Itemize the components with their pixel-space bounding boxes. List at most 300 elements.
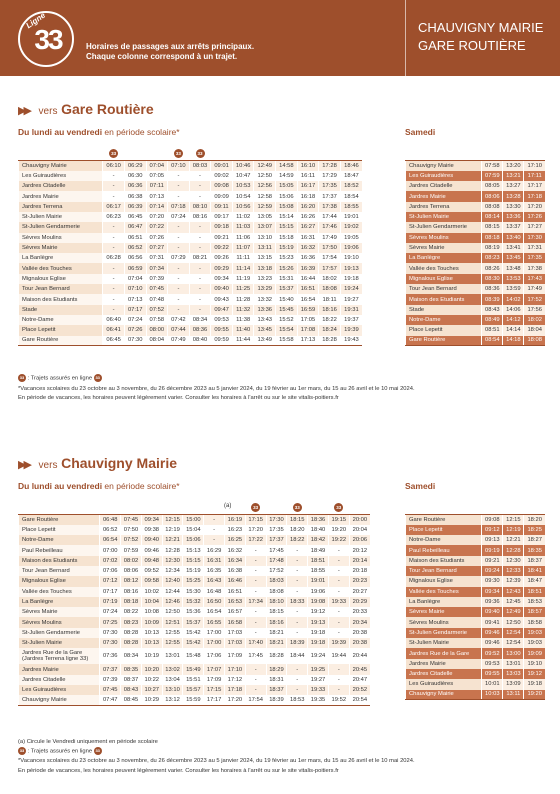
stop-name <box>406 628 482 638</box>
stop-name <box>19 233 103 243</box>
departure-time: 17:13 <box>297 336 319 346</box>
departure-time: 09:52 <box>482 648 503 658</box>
stop-name <box>406 181 482 191</box>
stop-name-text: Les Guiraudières <box>22 172 67 179</box>
departure-time: 14:12 <box>503 315 524 325</box>
stop-name <box>19 617 100 627</box>
stop-name-text: Notre-Dame <box>409 537 441 544</box>
section1-weekday-table <box>18 160 362 346</box>
section2-saturday-heading: Samedi <box>405 481 436 491</box>
departure-time: 09:29 <box>211 263 233 273</box>
departure-time: 08:15 <box>482 222 503 232</box>
stop-name-text: Notre-Dame <box>409 317 441 324</box>
departure-time: 16:51 <box>225 587 246 597</box>
departure-time: 16:31 <box>297 233 319 243</box>
departure-time: - <box>168 263 190 273</box>
departure-time: 12:43 <box>503 587 524 597</box>
departure-time: - <box>287 685 308 695</box>
departure-time: 17:50 <box>319 243 341 253</box>
departure-time: 17:49 <box>319 233 341 243</box>
stop-name <box>406 566 482 576</box>
departure-time: 06:28 <box>103 253 125 263</box>
table-row <box>406 243 546 253</box>
departure-time: 18:10 <box>266 597 287 607</box>
departure-time: 07:59 <box>482 171 503 181</box>
departure-time: 13:11 <box>254 243 276 253</box>
departure-time: 20:38 <box>349 638 370 648</box>
departure-time: - <box>189 274 211 284</box>
departure-time: 18:53 <box>524 597 545 607</box>
stop-name-text: La Banlègre <box>22 255 54 262</box>
stop-name <box>406 325 482 335</box>
departure-time: 17:11 <box>524 171 545 181</box>
header-divider <box>405 0 406 76</box>
departure-time: 07:39 <box>100 675 121 685</box>
departure-time: 09:09 <box>211 191 233 201</box>
departure-time: 18:33 <box>287 597 308 607</box>
stop-name <box>406 191 482 201</box>
departure-time: 07:17 <box>124 305 146 315</box>
table-row <box>406 638 546 648</box>
departure-time: 07:13 <box>124 294 146 304</box>
departure-time: 17:37 <box>319 191 341 201</box>
departure-time: 16:53 <box>225 597 246 607</box>
departure-time: 07:44 <box>168 325 190 335</box>
departure-time: 09:40 <box>141 535 162 545</box>
stop-name <box>406 171 482 181</box>
stop-name <box>406 336 482 346</box>
table-row <box>19 664 371 674</box>
stop-name-text: Les Guiraudières <box>409 681 454 688</box>
departure-time: 10:01 <box>482 679 503 689</box>
departure-time: 15:23 <box>276 253 298 263</box>
departure-time: 09:22 <box>211 243 233 253</box>
departure-time: 17:22 <box>245 535 266 545</box>
stop-name-text: St-Julien Gendarmerie <box>409 224 467 231</box>
departure-time: 09:21 <box>211 233 233 243</box>
departure-time: 10:02 <box>141 587 162 597</box>
stop-name-text: Gare Routière <box>22 516 59 523</box>
departure-time: 12:15 <box>503 515 524 525</box>
departure-time: 19:24 <box>308 648 329 664</box>
departure-time: - <box>189 263 211 273</box>
departure-time: 17:00 <box>204 638 225 648</box>
departure-time: 08:22 <box>121 607 142 617</box>
table-row <box>19 253 363 263</box>
departure-time: 07:06 <box>100 566 121 576</box>
departure-time: 20:45 <box>349 664 370 674</box>
departure-time: 07:26 <box>124 325 146 335</box>
departure-time: 07:27 <box>146 243 168 253</box>
stop-name <box>406 638 482 648</box>
departure-time: 06:30 <box>124 171 146 181</box>
departure-time: 19:03 <box>524 638 545 648</box>
departure-time: 09:48 <box>141 556 162 566</box>
departure-time: 11:25 <box>232 284 254 294</box>
departure-time: 14:58 <box>276 161 298 171</box>
departure-time: 19:39 <box>328 638 349 648</box>
table-row <box>406 576 546 586</box>
departure-time: 17:10 <box>225 664 246 674</box>
departure-time: 15:37 <box>183 617 204 627</box>
stop-name-text: Sèvres Mairie <box>409 245 445 252</box>
departure-time: 11:11 <box>232 253 254 263</box>
table-row <box>19 233 363 243</box>
departure-time: 13:15 <box>254 253 276 263</box>
departure-time: 17:43 <box>524 274 545 284</box>
departure-time: 15:48 <box>183 648 204 664</box>
departure-time: 08:39 <box>482 294 503 304</box>
departure-time: 18:22 <box>319 315 341 325</box>
departure-time: 18:02 <box>524 315 545 325</box>
departure-time: 17:35 <box>524 253 545 263</box>
departure-time: 09:02 <box>211 171 233 181</box>
departure-time: 08:36 <box>482 284 503 294</box>
departure-time: 15:49 <box>183 664 204 674</box>
departure-time: 09:08 <box>482 515 503 525</box>
stop-name-text: Paul Rebeilleau <box>22 547 63 554</box>
departure-time: 07:17 <box>100 587 121 597</box>
departure-time: 20:29 <box>349 597 370 607</box>
departure-time: - <box>328 675 349 685</box>
departure-time: 12:21 <box>503 535 524 545</box>
departure-time: 16:48 <box>204 587 225 597</box>
departure-time: 17:20 <box>524 202 545 212</box>
departure-time: 15:57 <box>183 685 204 695</box>
line-badge <box>18 11 74 67</box>
departure-time: 17:38 <box>319 202 341 212</box>
stop-name <box>406 212 482 222</box>
departure-time: - <box>245 628 266 638</box>
departure-time: 18:47 <box>524 576 545 586</box>
departure-time: - <box>245 587 266 597</box>
stop-name <box>406 274 482 284</box>
departure-time: 10:56 <box>232 202 254 212</box>
departure-time: 16:19 <box>225 515 246 525</box>
departure-time: 13:11 <box>503 690 524 700</box>
departure-time: 16:18 <box>297 191 319 201</box>
departure-time: 18:28 <box>266 648 287 664</box>
departure-time: 18:15 <box>287 515 308 525</box>
stop-name-text: Jardres Mairie <box>22 666 59 673</box>
stop-name-text: Mignaloux Eglise <box>22 578 66 585</box>
table-row <box>406 325 546 335</box>
departure-time: - <box>189 284 211 294</box>
stop-name <box>406 284 482 294</box>
section1-weekday-heading <box>18 127 180 137</box>
departure-time: - <box>103 233 125 243</box>
departure-time: 12:30 <box>162 556 183 566</box>
table-row <box>19 243 363 253</box>
stop-name <box>19 263 103 273</box>
departure-time: 16:46 <box>225 576 246 586</box>
departure-time: 09:11 <box>211 202 233 212</box>
departure-time: 15:15 <box>183 556 204 566</box>
table-row <box>406 212 546 222</box>
departure-time: - <box>328 576 349 586</box>
departure-time: - <box>204 525 225 535</box>
departure-time: - <box>287 664 308 674</box>
departure-time: - <box>103 181 125 191</box>
departure-time: 07:45 <box>100 685 121 695</box>
departure-time: 07:04 <box>146 161 168 171</box>
departure-time: 12:28 <box>162 545 183 555</box>
stop-name <box>19 685 100 695</box>
departure-time: 15:36 <box>183 607 204 617</box>
stop-name-text: Chauvigny Mairie <box>409 691 454 698</box>
stop-name-text: Jardres Mairie <box>409 193 446 200</box>
departure-time: 17:49 <box>524 284 545 294</box>
departure-time: 15:31 <box>276 274 298 284</box>
departure-time: 15:04 <box>183 525 204 535</box>
departure-time: 12:19 <box>162 525 183 535</box>
departure-time: 15:58 <box>276 336 298 346</box>
stop-name-text: Chauvigny Mairie <box>22 162 67 169</box>
departure-time: 12:45 <box>503 597 524 607</box>
departure-time: 18:27 <box>524 535 545 545</box>
stop-name <box>406 535 482 545</box>
departure-time: 20:34 <box>349 617 370 627</box>
departure-time: 16:36 <box>297 253 319 263</box>
departure-time: 17:54 <box>319 253 341 263</box>
departure-time: 17:45 <box>266 545 287 555</box>
table-row <box>406 181 546 191</box>
table-row <box>406 648 546 658</box>
departure-time: 13:01 <box>503 659 524 669</box>
departure-time: 18:39 <box>266 695 287 705</box>
departure-time: 18:49 <box>308 545 329 555</box>
departure-time: 09:47 <box>211 305 233 315</box>
departure-time: 19:10 <box>524 659 545 669</box>
departure-time: 13:04 <box>162 675 183 685</box>
departure-time: 18:46 <box>340 161 362 171</box>
departure-time: 13:05 <box>254 212 276 222</box>
table-row <box>19 171 363 181</box>
departure-time: 10:04 <box>141 597 162 607</box>
departure-time: 18:04 <box>524 325 545 335</box>
stop-name-text: Sèvres Moulins <box>22 234 62 241</box>
header-intro <box>86 42 254 62</box>
departure-time: 18:08 <box>319 284 341 294</box>
departure-time: 07:13 <box>146 191 168 201</box>
stop-name <box>406 515 482 525</box>
departure-time: 13:41 <box>503 243 524 253</box>
line-33-badge-icon: 33 <box>336 505 342 510</box>
departure-time: 18:41 <box>524 566 545 576</box>
departure-time: 07:34 <box>146 263 168 273</box>
departure-time: 17:17 <box>204 695 225 705</box>
departure-time: 18:24 <box>319 325 341 335</box>
departure-time: 09:13 <box>482 535 503 545</box>
departure-time: 17:12 <box>225 675 246 685</box>
departure-time: 13:20 <box>503 161 524 171</box>
departure-time: 12:40 <box>162 576 183 586</box>
departure-time: 07:36 <box>100 648 121 664</box>
table-row <box>19 212 363 222</box>
stop-name-text: Mignaloux Eglise <box>409 275 453 282</box>
departure-time: 18:51 <box>524 587 545 597</box>
departure-time: 18:40 <box>308 525 329 535</box>
departure-time: 17:15 <box>204 685 225 695</box>
departure-time: - <box>168 171 190 181</box>
departure-time: 17:09 <box>225 648 246 664</box>
departure-time: - <box>328 685 349 695</box>
stop-name-text: Tour Jean Bernard <box>22 568 70 575</box>
departure-time: 09:41 <box>482 617 503 627</box>
departure-time: 17:29 <box>319 171 341 181</box>
departure-time: 19:35 <box>308 695 329 705</box>
departure-time: 12:55 <box>162 638 183 648</box>
section2-days: Du lundi au vendredi <box>18 481 103 491</box>
departure-time: 11:14 <box>232 263 254 273</box>
departure-time: 19:13 <box>308 617 329 627</box>
departure-time: 06:38 <box>124 191 146 201</box>
departure-time: 19:18 <box>524 679 545 689</box>
line-33-badge-icon: 33 <box>111 151 117 156</box>
header-banner <box>0 0 560 76</box>
departure-time: 07:45 <box>146 284 168 294</box>
stop-name-text: Place Lepetit <box>409 327 443 334</box>
departure-time: 19:10 <box>340 253 362 263</box>
departure-time: 13:23 <box>254 274 276 284</box>
departure-time: - <box>287 628 308 638</box>
departure-time: 07:19 <box>100 597 121 607</box>
departure-time: 15:14 <box>276 212 298 222</box>
departure-time: 08:54 <box>482 336 503 346</box>
departure-time: 12:50 <box>503 617 524 627</box>
departure-time: 08:06 <box>482 191 503 201</box>
departure-time: 11:03 <box>232 222 254 232</box>
stop-name-text: Paul Rebeilleau <box>409 547 450 554</box>
departure-time: 13:21 <box>503 171 524 181</box>
stop-name-text: Jardres Terrena <box>409 203 450 210</box>
departure-time: - <box>287 566 308 576</box>
departure-time: 15:52 <box>276 315 298 325</box>
departure-time: 18:58 <box>524 617 545 627</box>
stop-name-text: Sèvres Moulins <box>409 234 449 241</box>
table-row <box>406 233 546 243</box>
departure-time: 08:19 <box>482 243 503 253</box>
departure-time: 18:55 <box>308 566 329 576</box>
departure-time: 08:08 <box>482 202 503 212</box>
departure-time: 18:29 <box>266 664 287 674</box>
departure-time: 14:02 <box>503 294 524 304</box>
stop-name-text: St-Julien Gendarmerie <box>22 629 80 636</box>
departure-time: 17:35 <box>266 525 287 535</box>
departure-time: - <box>103 274 125 284</box>
departure-time: 18:37 <box>266 685 287 695</box>
departure-time: 07:10 <box>168 161 190 171</box>
departure-time: 17:26 <box>524 212 545 222</box>
departure-time: 17:45 <box>245 648 266 664</box>
section1-note1: : Trajets assurés en ligne <box>26 375 94 382</box>
table-row <box>19 675 371 685</box>
departure-time: 20:18 <box>349 566 370 576</box>
table-row <box>406 607 546 617</box>
departure-time: 08:03 <box>189 161 211 171</box>
header-intro-line1: Horaires de passages aux arrêts principaux. <box>86 42 255 51</box>
departure-time: - <box>189 181 211 191</box>
departure-time: 07:59 <box>121 545 142 555</box>
departure-time: 13:01 <box>162 648 183 664</box>
stop-name <box>19 191 103 201</box>
stop-name-text: Jardres Citadelle <box>409 671 453 678</box>
table-row <box>19 222 363 232</box>
departure-time: 19:20 <box>524 690 545 700</box>
departure-time: 17:31 <box>524 243 545 253</box>
section2-vers: vers <box>38 460 58 471</box>
departure-time: - <box>328 628 349 638</box>
departure-time: 16:34 <box>225 556 246 566</box>
table-row <box>19 325 363 335</box>
departure-time: 16:50 <box>204 597 225 607</box>
departure-time: 20:23 <box>349 576 370 586</box>
departure-time: 17:52 <box>524 294 545 304</box>
departure-time: 09:43 <box>211 294 233 304</box>
departure-time: - <box>245 664 266 674</box>
departure-time: 09:24 <box>482 566 503 576</box>
line-number: 33 <box>34 24 62 55</box>
departure-time: 13:37 <box>503 222 524 232</box>
departure-time: 16:54 <box>297 294 319 304</box>
table-row <box>406 587 546 597</box>
departure-time: 18:54 <box>340 191 362 201</box>
departure-time: 18:55 <box>340 202 362 212</box>
departure-time: - <box>103 284 125 294</box>
departure-time: 10:53 <box>232 181 254 191</box>
departure-time: 09:18 <box>211 222 233 232</box>
departure-time: 19:08 <box>308 597 329 607</box>
departure-time: 07:20 <box>146 212 168 222</box>
stop-name-text: Notre-Dame <box>22 537 54 544</box>
departure-time: 16:25 <box>225 535 246 545</box>
stop-name <box>406 525 482 535</box>
departure-time: 10:22 <box>141 675 162 685</box>
departure-time: 09:55 <box>482 669 503 679</box>
stop-name <box>406 545 482 555</box>
stop-name <box>406 669 482 679</box>
table-row <box>406 628 546 638</box>
departure-time: 17:15 <box>245 515 266 525</box>
departure-time: 07:30 <box>100 628 121 638</box>
departure-time: 09:38 <box>141 525 162 535</box>
stop-name <box>406 161 482 171</box>
departure-time: - <box>168 294 190 304</box>
departure-time: 06:52 <box>100 525 121 535</box>
departure-time: 17:18 <box>524 191 545 201</box>
departure-time: - <box>328 617 349 627</box>
departure-time: 07:12 <box>100 576 121 586</box>
departure-time: 16:17 <box>297 181 319 191</box>
departure-time: 08:34 <box>189 315 211 325</box>
departure-time: 08:21 <box>189 253 211 263</box>
line-33-badge-icon: 33 <box>253 505 259 510</box>
departure-time: - <box>245 576 266 586</box>
departure-time: 12:50 <box>254 171 276 181</box>
departure-time: 16:38 <box>225 566 246 576</box>
stop-name-text: Gare Routière <box>409 337 446 344</box>
departure-time: 17:30 <box>524 233 545 243</box>
departure-time: 17:00 <box>204 628 225 638</box>
departure-time: 07:02 <box>100 556 121 566</box>
departure-time: 18:11 <box>319 294 341 304</box>
stop-name <box>19 202 103 212</box>
stop-name-text: St-Julien Mairie <box>22 214 62 221</box>
stop-name-text: Maison des Etudiants <box>22 557 78 564</box>
departure-time: 17:37 <box>266 535 287 545</box>
departure-time: 18:21 <box>266 628 287 638</box>
departure-time: 09:08 <box>211 181 233 191</box>
